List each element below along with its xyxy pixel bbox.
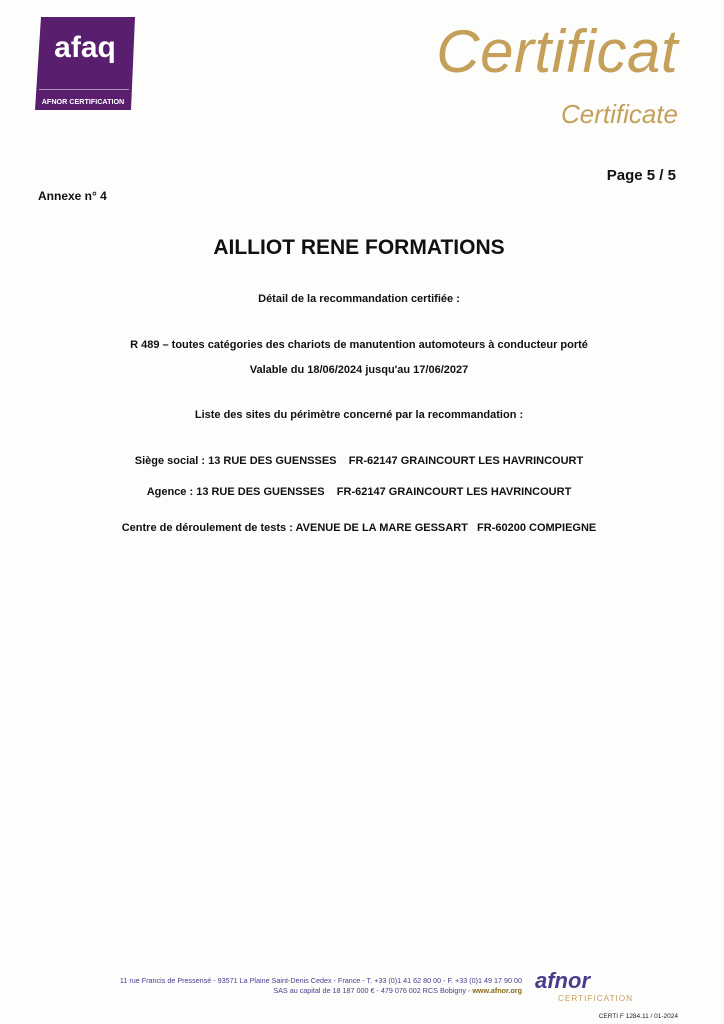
certificate-title: Certificat bbox=[436, 18, 678, 85]
footer-company-info: SAS au capital de 18 187 000 € - 479 076 002 RCS Bobigny - bbox=[273, 986, 473, 995]
certificate-subtitle: Certificate bbox=[560, 99, 678, 129]
page-number: Page 5 / 5 bbox=[606, 167, 676, 184]
sites-heading: Liste des sites du périmètre concerné par la recommandation : bbox=[194, 409, 524, 421]
site-head-office: Siège social : 13 RUE DES GUENSSES FR-62147 GRAINCOURT LES HAVRINCOURT bbox=[134, 455, 584, 467]
footer-address bbox=[120, 976, 522, 996]
footer-address-line1: 11 rue Francis de Pressensé - 93571 La Plaine Saint-Denis Cedex - France - T. +33 (0)1 41 62 80 00 - F. +33 (0)1 49 17 90 00 bbox=[119, 976, 522, 985]
afnor-logo-subtext: CERTIFICATION bbox=[558, 994, 634, 1003]
annex-number: Annexe n° 4 bbox=[38, 189, 107, 203]
afaq-logo bbox=[35, 17, 135, 110]
company-name: AILLIOT RENE FORMATIONS bbox=[213, 236, 505, 259]
footer-address-line2 bbox=[120, 986, 522, 996]
recommendation-text: R 489 – toutes catégories des chariots de manutention automoteurs à conducteur porté bbox=[130, 339, 588, 351]
site-test-center: Centre de déroulement de tests : AVENUE DE LA MARE GESSART FR-60200 COMPIEGNE bbox=[121, 522, 597, 534]
site-agency: Agence : 13 RUE DES GUENSSES FR-62147 GRAINCOURT LES HAVRINCOURT bbox=[146, 486, 572, 498]
footer-website-link[interactable]: www.afnor.org bbox=[472, 986, 522, 995]
validity-period: Valable du 18/06/2024 jusqu'au 17/06/2027 bbox=[249, 364, 469, 376]
form-reference: CERTI F 1284.11 / 01-2024 bbox=[598, 1013, 678, 1020]
afaq-logo-text: afaq bbox=[54, 31, 116, 64]
afaq-logo-subtext: AFNOR CERTIFICATION bbox=[41, 97, 125, 106]
detail-heading: Détail de la recommandation certifiée : bbox=[258, 293, 460, 305]
afnor-logo-text: afnor bbox=[535, 969, 590, 993]
afnor-logo bbox=[533, 969, 643, 1005]
